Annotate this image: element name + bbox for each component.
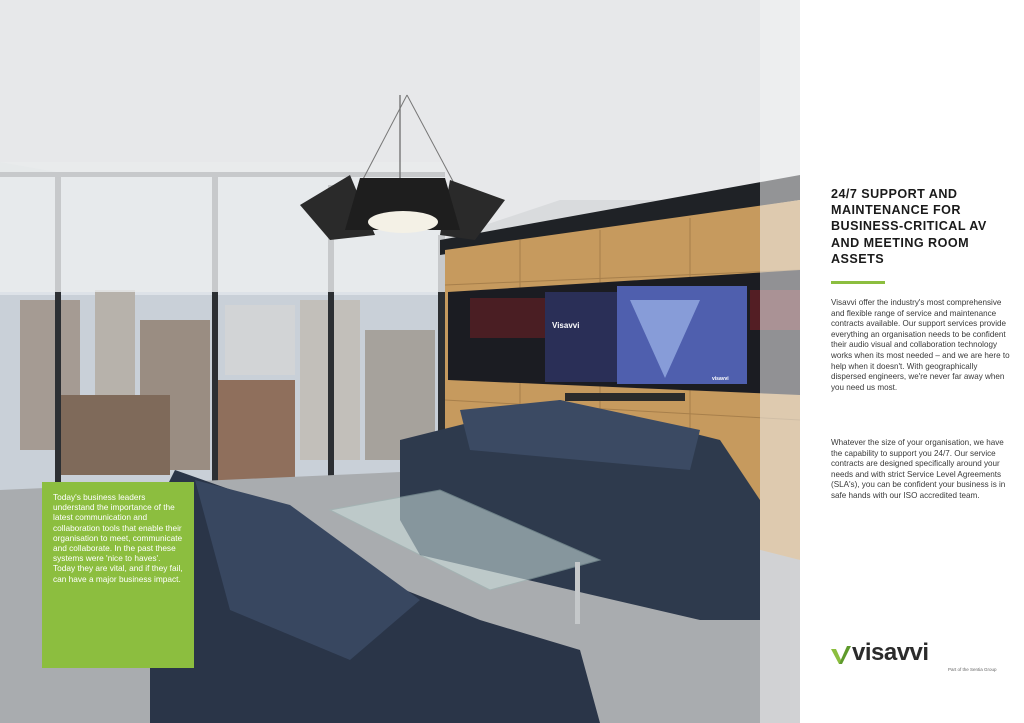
logo-tagline: Part of the Sentia Group [948,667,997,672]
body-paragraph-2: Whatever the size of your organisation, we have the capability to support you 24/7. Our service contracts are designed specifically around your needs and with strict Service Level Agreements (SLA's), you can be confident your business is in safe hands with our ISO accredited team. [831,438,1006,500]
body-paragraph-1: Visavvi offer the industry's most comprehensive and flexible range of service and maintenance contracts available. Our support services provide everything an organisation needs to be confident their audio visual and collaboration technology works when its most needed – and we are here to help when it doesn't. With geographically dispersed engineers, we're never far away when you need us most. [831,298,1010,392]
callout-text: Today's business leaders understand the importance of the latest communication and collaboration tools that enable their organisation to meet, communicate and collaborate. In the past these systems were 'nice to haves'. Today they are vital, and if they fail, can have a major business impact. [53,492,183,584]
accent-rule [831,281,885,284]
logo-wordmark: visavvi [852,639,929,666]
headline: 24/7 SUPPORT AND MAINTENANCE FOR BUSINESS-CRITICAL AV AND MEETING ROOM ASSETS [831,187,987,266]
screen-brand-text: Visavvi [552,321,580,330]
visavvi-logo [830,639,997,681]
callout-box [42,482,194,668]
text-column [800,0,1024,723]
screen-corner-text: visavvi [712,376,729,382]
logo-v-icon [830,643,854,667]
